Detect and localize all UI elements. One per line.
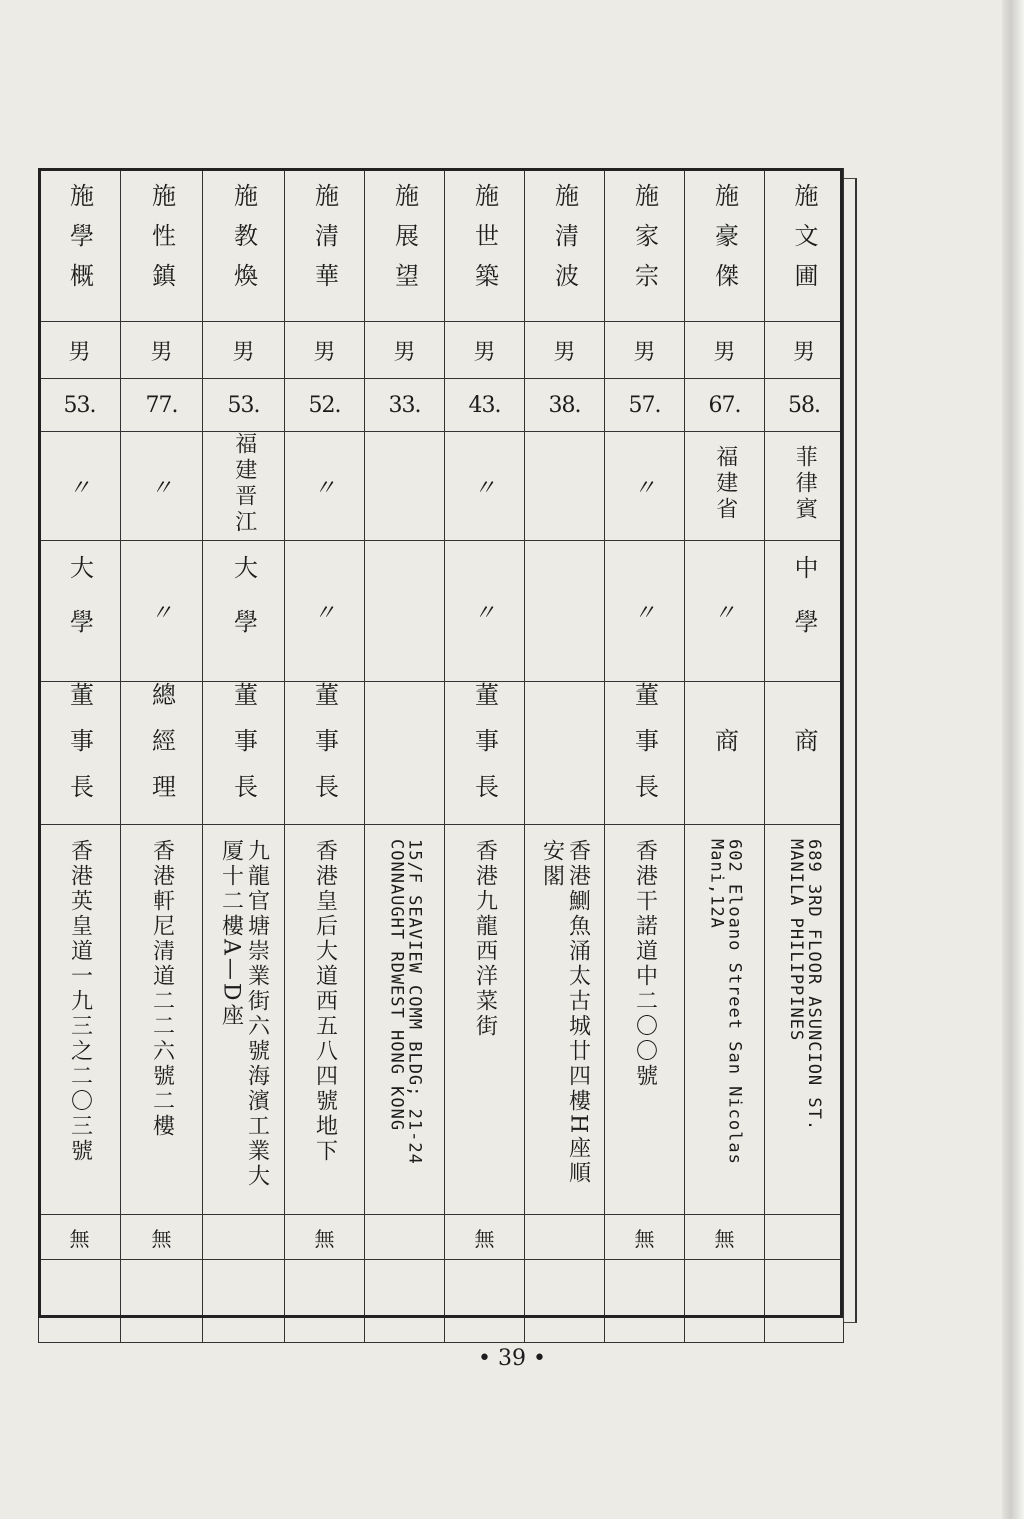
native-place-cell: 〃 [150, 475, 173, 501]
address-cell: 香港軒尼清道二二六號二樓 [149, 839, 175, 1139]
sex-cell: 男 [313, 339, 336, 365]
address-cell: 香港干諾道中二〇〇號 [632, 839, 658, 1089]
name-cell: 施清波 [550, 183, 579, 303]
sex-cell: 男 [553, 339, 576, 365]
outer-rule [843, 178, 857, 1323]
page-number: • 39 • [478, 1346, 546, 1371]
education-cell: 〃 [313, 600, 336, 626]
occupation-cell: 董事長 [310, 682, 339, 820]
remarks-cell: 無 [151, 1226, 172, 1251]
sex-cell: 男 [232, 339, 255, 365]
age-cell: 43. [468, 392, 501, 418]
occupation-cell: 董事長 [630, 682, 659, 820]
page-edge-shadow [1002, 0, 1024, 1519]
age-cell: 77. [145, 392, 178, 418]
education-cell: 中學 [790, 555, 818, 663]
age-cell: 67. [708, 392, 741, 418]
remarks-cell: 無 [714, 1226, 735, 1251]
address-cell: 15/F SEAVIEW COMM BLDG; 21-24 CONNAUGHT RDWEST HONG KONG [386, 839, 425, 1165]
sex-cell: 男 [393, 339, 416, 365]
address-cell: 九龍官塘崇業街六號海濱工業大厦十二樓A—D座 [218, 839, 270, 1189]
sex-cell: 男 [633, 339, 656, 365]
address-cell: 689 3RD FLOOR ASUNCION ST. MANILA PHILIPPINES [786, 839, 824, 1132]
sex-cell: 男 [792, 339, 815, 365]
name-cell: 施世築 [470, 183, 499, 303]
name-cell: 施性鎮 [147, 183, 176, 303]
education-cell: 〃 [473, 600, 496, 626]
name-cell: 施家宗 [630, 183, 659, 303]
name-cell: 施豪傑 [710, 183, 739, 303]
remarks-cell: 無 [474, 1226, 495, 1251]
occupation-cell: 商 [790, 728, 818, 774]
name-cell: 施文圃 [790, 183, 818, 303]
native-place-cell: 福建省 [712, 445, 738, 523]
remarks-cell: 無 [634, 1226, 655, 1251]
occupation-cell: 董事長 [229, 682, 258, 820]
address-cell: 香港鰂魚涌太古城廿四樓H座順安閣 [539, 839, 591, 1187]
education-cell: 〃 [150, 600, 173, 626]
education-cell: 大學 [65, 555, 94, 663]
native-place-cell: 〃 [313, 475, 336, 501]
name-cell: 施展望 [390, 183, 419, 303]
education-cell: 〃 [713, 600, 736, 626]
address-cell: 香港英皇道一九三之二〇三號 [67, 839, 93, 1164]
name-cell: 施清華 [310, 183, 339, 303]
age-cell: 58. [788, 392, 820, 418]
age-cell: 33. [388, 392, 421, 418]
name-cell: 施教煥 [229, 183, 258, 303]
remarks-cell: 無 [69, 1226, 90, 1251]
education-cell: 〃 [633, 600, 656, 626]
sex-cell: 男 [473, 339, 496, 365]
sex-cell: 男 [713, 339, 736, 365]
occupation-cell: 董事長 [470, 682, 499, 820]
native-place-cell: 福建晋江 [231, 432, 257, 536]
education-cell: 大學 [229, 555, 258, 663]
sex-cell: 男 [68, 339, 91, 365]
occupation-cell: 商 [710, 728, 739, 774]
age-cell: 52. [308, 392, 341, 418]
native-place-cell: 菲律賓 [792, 445, 818, 523]
age-cell: 57. [628, 392, 661, 418]
occupation-cell: 總經理 [147, 682, 176, 820]
name-cell: 施學概 [65, 183, 94, 303]
table-border [38, 168, 843, 1318]
native-place-cell: 〃 [473, 475, 496, 501]
native-place-cell: 〃 [633, 475, 656, 501]
age-cell: 53. [63, 392, 96, 418]
address-cell: 香港九龍西洋菜街 [472, 839, 498, 1039]
address-cell: 602 Eloano Street San Nicolas Mani,12A [706, 839, 745, 1165]
occupation-cell: 董事長 [65, 682, 94, 820]
age-cell: 38. [548, 392, 581, 418]
remarks-cell: 無 [314, 1226, 335, 1251]
sex-cell: 男 [150, 339, 173, 365]
address-cell: 香港皇后大道西五八四號地下 [312, 839, 338, 1164]
native-place-cell: 〃 [68, 475, 91, 501]
age-cell: 53. [227, 392, 260, 418]
